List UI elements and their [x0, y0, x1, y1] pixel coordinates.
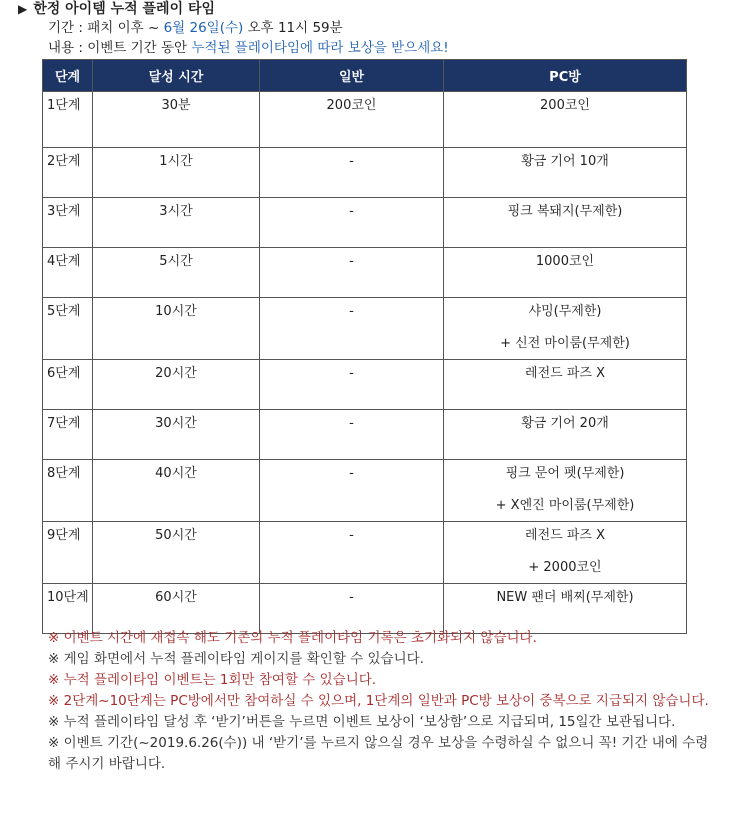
pc-reward-line: + 신전 마이룸(무제한) [500, 336, 630, 351]
note-item: ※ 누적 플레이타임 이벤트는 1회만 참여할 수 있습니다. [48, 672, 377, 688]
cell-stage: 5단계 [43, 298, 93, 360]
cell-normal: - [260, 248, 444, 298]
note-item: ※ 누적 플레이타임 달성 후 ‘받기’버튼을 누르면 이벤트 보상이 ‘보상함’으로 지급되며, 15일간 보관됩니다. [48, 714, 676, 730]
reward-table [42, 59, 687, 634]
cell-pc [444, 584, 687, 634]
cell-pc [444, 148, 687, 198]
table-row [43, 522, 687, 584]
pc-reward-line: + X엔진 마이룸(무제한) [495, 498, 635, 513]
cell-normal: - [260, 298, 444, 360]
cell-time: 30시간 [93, 410, 260, 460]
table-row [43, 584, 687, 634]
cell-time: 30분 [93, 92, 260, 148]
table-row [43, 460, 687, 522]
header-time: 달성 시간 [93, 60, 260, 92]
header-pc: PC방 [444, 60, 687, 92]
cell-time: 20시간 [93, 360, 260, 410]
table-row [43, 360, 687, 410]
pc-reward-line: NEW 팬더 배찌(무제한) [496, 590, 634, 605]
cell-time: 1시간 [93, 148, 260, 198]
cell-pc [444, 410, 687, 460]
pc-reward-line: 1000코인 [535, 254, 595, 269]
table-row [43, 148, 687, 198]
cell-stage: 10단계 [43, 584, 93, 634]
cell-time: 50시간 [93, 522, 260, 584]
note-item: ※ 이벤트 시간에 재접속 해도 기존의 누적 플레이타임 기록은 초기화되지 않습니다. [48, 630, 537, 646]
cell-time: 10시간 [93, 298, 260, 360]
cell-normal: - [260, 148, 444, 198]
period-date: 6월 26일(수) [163, 20, 244, 36]
header-stage: 단계 [43, 60, 93, 92]
cell-stage: 6단계 [43, 360, 93, 410]
cell-normal: - [260, 584, 444, 634]
section-title: ▶ 한정 아이템 누적 플레이 타임 [18, 1, 216, 17]
table-row [43, 298, 687, 360]
pc-reward-line: 레전드 파즈 X [525, 366, 605, 381]
pc-reward-line: 황금 기어 20개 [521, 416, 609, 431]
triangle-right-icon: ▶ [18, 2, 28, 16]
table-row [43, 410, 687, 460]
content-highlight: 누적된 플레이타임에 따라 보상을 받으세요! [191, 40, 449, 56]
cell-pc [444, 92, 687, 148]
note-item: ※ 2단계~10단계는 PC방에서만 참여하실 수 있으며, 1단계의 일반과 PC방 보상이 중복으로 지급되지 않습니다. [48, 693, 709, 709]
notes-section [48, 628, 718, 775]
event-content: 내용 : 이벤트 기간 동안 누적된 플레이타임에 따라 보상을 받으세요! [48, 40, 449, 56]
pc-reward-line: 핑크 복돼지(무제한) [507, 204, 623, 219]
cell-pc [444, 198, 687, 248]
table-header-row [43, 60, 687, 92]
table-row [43, 92, 687, 148]
pc-reward-line: 샤밍(무제한) [528, 304, 602, 319]
cell-pc [444, 298, 687, 360]
cell-stage: 1단계 [43, 92, 93, 148]
pc-reward-line: 황금 기어 10개 [521, 154, 609, 169]
note-item: ※ 이벤트 기간(~2019.6.26(수)) 내 ‘받기’를 누르지 않으실 경우 보상을 수령하실 수 없으니 꼭! 기간 내에 수령해 주시기 바랍니다. [48, 735, 709, 772]
cell-normal: - [260, 198, 444, 248]
cell-pc [444, 522, 687, 584]
cell-pc [444, 460, 687, 522]
cell-pc [444, 248, 687, 298]
cell-stage: 2단계 [43, 148, 93, 198]
cell-normal: - [260, 460, 444, 522]
cell-time: 5시간 [93, 248, 260, 298]
table-row [43, 198, 687, 248]
header-normal: 일반 [260, 60, 444, 92]
pc-reward-line: 200코인 [540, 98, 590, 113]
cell-stage: 3단계 [43, 198, 93, 248]
cell-stage: 4단계 [43, 248, 93, 298]
note-item: ※ 게임 화면에서 누적 플레이타임 게이지를 확인할 수 있습니다. [48, 651, 424, 667]
pc-reward-line: 레전드 파즈 X [525, 528, 605, 543]
cell-stage: 7단계 [43, 410, 93, 460]
cell-normal: - [260, 360, 444, 410]
cell-time: 60시간 [93, 584, 260, 634]
cell-normal: - [260, 410, 444, 460]
cell-time: 3시간 [93, 198, 260, 248]
cell-stage: 8단계 [43, 460, 93, 522]
cell-stage: 9단계 [43, 522, 93, 584]
pc-reward-line: + 2000코인 [528, 560, 602, 575]
cell-normal: 200코인 [260, 92, 444, 148]
event-period: 기간 : 패치 이후 ~ 6월 26일(수) 오후 11시 59분 [48, 20, 343, 36]
cell-pc [444, 360, 687, 410]
table-row [43, 248, 687, 298]
pc-reward-line: 핑크 문어 펫(무제한) [505, 466, 625, 481]
cell-normal: - [260, 522, 444, 584]
cell-time: 40시간 [93, 460, 260, 522]
